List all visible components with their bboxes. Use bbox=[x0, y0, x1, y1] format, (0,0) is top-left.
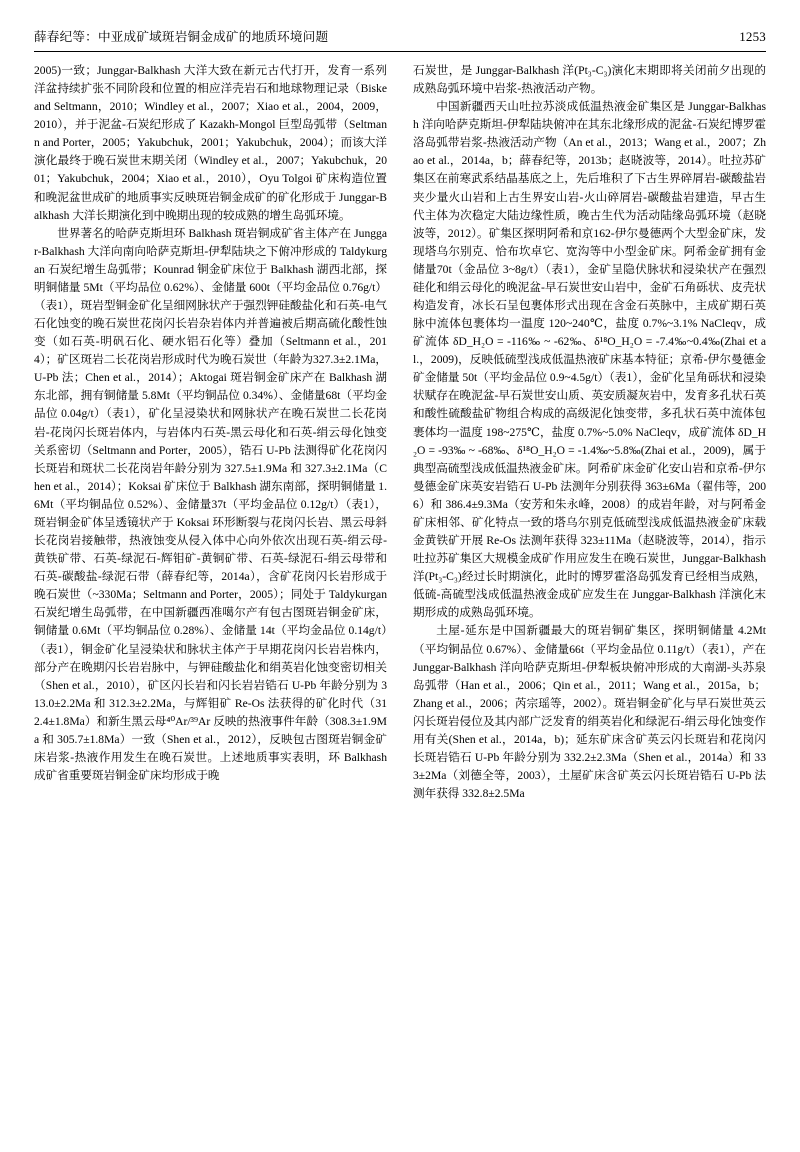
header-rule bbox=[34, 51, 766, 52]
running-title: 薛春纪等：中亚成矿域斑岩铜金成矿的地质环境问题 bbox=[34, 30, 329, 44]
page-header bbox=[34, 26, 766, 49]
paragraph: 石炭世，是 Junggar-Balkhash 洋(Pt₃-C₃)演化末期即将关闭前夕出现的成熟岛弧环境中岩浆-热液活动产物。 bbox=[413, 64, 766, 96]
paragraph: 2005)一致；Junggar-Balkhash 大洋大致在新元古代打开，发育一系列洋盆持续扩张不同阶段和位置的相应洋壳岩石和地球物理记录（Biske and Seltmann，2010；Windley et al.，2007；Xiao et al.，2004，2009，2010），并于泥盆-石炭纪形成了 Kazakh-Mongol 巨型岛弧带（Seltmann and Porter，2005；Yakubchuk，2001；Yakubchuk，2004）；而该大洋演化最终于晚石炭世末期关闭（Windley et al.，2007；Yakubchuk，2001；Yakubchuk，2004；Xiao et al.，2010），Oyu Tolgoi 矿床构造位置和晚泥盆世成矿的地质事实反映斑岩铜金成矿的矿化形成于 Junggar-Balkhash 大洋长期演化到中晚期出现的较成熟的增生岛弧环境。 bbox=[34, 64, 387, 222]
page-number: 1253 bbox=[739, 29, 766, 44]
right-column bbox=[413, 62, 766, 803]
paragraph: 土屋-延东是中国新疆最大的斑岩铜矿集区，探明铜储量 4.2Mt（平均铜品位 0.67%）、金储量66t（平均金品位 0.11g/t）（表1），产在 Junggar-Balkhash 洋向哈萨克斯坦-伊犁板块俯冲形成的大南湖-头苏泉岛弧带（Han et al.，2006；Qin et al.，2011；Wang et al.，2015a，b；Zhang et al.，2006；芮宗瑶等，2002）。斑岩铜金矿化与早石炭世英云闪长斑岩侵位及其内部广泛发育的绢英岩化和绿泥石-绢云母化蚀变作用有关(Shen et al.，2014a，b)；延东矿床含矿英云闪长斑岩和花岗闪长斑岩锆石 U-Pb 年龄分别为 332.2±2.3Ma（Shen et al.，2014a）和 333±2Ma（刘德全等，2003），土屋矿床含矿英云闪长斑岩锆石 U-Pb 法测年获得 332.8±2.5Ma bbox=[413, 624, 766, 801]
paragraph: 世界著名的哈萨克斯坦环 Balkhash 斑岩铜成矿省主体产在 Junggar-Balkhash 大洋向南向哈萨克斯坦-伊犁陆块之下俯冲形成的 Taldykurgan 石炭纪增生岛弧带；Kounrad 铜金矿床位于 Balkhash 湖西北部，探明铜储量 5Mt（平均品位 0.62%）、金储量 600t（平均金品位 0.76g/t）（表1），斑岩型铜金矿化呈细网脉状产于强烈钾硅酸盐化和石英-电气石化蚀变的晚石炭世花岗闪长岩杂岩体内并普遍被后期高硫化酸性蚀变（如石英-明矾石化、硬水铝石化等）叠加（Seltmann et al.，2014）；矿区斑岩二长花岗岩形成时代为晚石炭世（年龄为327.3±2.1Ma，U-Pb 法；Chen et al.，2014）；Aktogai 斑岩铜金矿床产在 Balkhash 湖东北部，拥有铜储量 5.8Mt（平均铜品位 0.34%）、金储量68t（平均金品位 0.04g/t）（表1），矿化呈浸染状和网脉状产在晚石炭世二长花岗岩-花岗闪长斑岩体内，与岩体内石英-黑云母化和石英-绢云母化蚀变关系密切（Seltmann and Porter，2005），锆石 U-Pb 法测得矿化花岗闪长斑岩和斑状二长花岗岩年龄分别为 327.5±1.9Ma 和 327.3±2.1Ma（Chen et al.，2014）；Koksai 矿床位于 Balkhash 湖东南部，探明铜储量 1.6Mt（平均铜品位 0.52%）、金储量37t（平均金品位 0.12g/t）（表1），斑岩铜金矿体呈透镜状产于 Koksai 环形断裂与花岗闪长岩、黑云母斜长花岗岩接触带，热液蚀变从侵入体中心向外依次出现石英-绢云母-黄铁矿带、石英-绿泥石-辉钼矿-黄铜矿带、石英-绿泥石-绢云母带和石英-碳酸盐-绿泥石带（薛春纪等，2014a），含矿花岗闪长岩形成于晚石炭世（~330Ma；Seltmann and Porter，2005）；同处于 Taldykurgan 石炭纪增生岛弧带，在中国新疆西准噶尔产有包古图斑岩铜金矿床，铜储量 0.6Mt（平均铜品位 0.28%）、金储量 14t（平均金品位 0.14g/t）（表1），铜金矿化呈浸染状和脉状主体产于早期花岗闪长岩岩株内，部分产在晚期闪长岩岩脉中，与钾硅酸盐化和绢英岩化蚀变密切相关（Shen et al.，2010），矿区闪长岩和闪长岩岩锆石 U-Pb 年龄分别为 313.0±2.2Ma 和 312.3±2.2Ma，与辉钼矿 Re-Os 法获得的矿化时代（312.4±1.8Ma）和新生黑云母⁴⁰Ar/³⁹Ar 反映的热液事件年龄（308.3±1.9Ma 和 305.7±1.8Ma）一致（Shen et al.，2012），反映包古图斑岩铜金矿床岩浆-热液作用发生在晚石炭世。上述地质事实表明，环 Balkhash 成矿省重要斑岩铜金矿床均形成于晚 bbox=[34, 226, 387, 783]
two-column-body bbox=[34, 62, 766, 803]
left-column bbox=[34, 62, 387, 785]
paragraph: 中国新疆西天山吐拉苏淡成低温热液金矿集区是 Junggar-Balkhash 洋向哈萨克斯坦-伊犁陆块俯冲在其东北缘形成的泥盆-石炭纪博罗霍洛岛弧带岩浆-热液活动产物（An et al.，2013；Wang et al.，2007；Zhao et al.，2014a，b；薛春纪等，2013b；赵晓波等，2014）。吐拉苏矿集区在前寒武系结晶基底之上，先后堆积了下古生界碎屑岩-碳酸盐岩夹少量火山岩和上古生界安山岩-火山碎屑岩-碳酸盐岩建造，早古生代主体为次稳定大陆边缘性质，晚古生代为活动陆缘岛弧环境（赵晓波等，2012）。矿集区探明阿希和京162-伊尔曼德两个大型金矿床，发现塔乌尔别克、恰布坎卓它、宽沟等中小型金矿床。阿希金矿拥有金储量70t（金品位 3~8g/t）（表1），金矿呈隐伏脉状和浸染状产在强烈硅化和绢云母化的晚泥盆-早石炭世安山岩中，金矿石角砾状、皮壳状构造发育，冰长石呈包裹体形式出现在含金石英脉中，主成矿期石英脉中流体包裹体均一温度 120~240℃，盐度 0.7%~3.1% NaCleqv，成矿流体 δD_H₂O = -116‰ ~ -62‰、δ¹⁸O_H₂O = -7.4‰~0.4‰(Zhai et al.，2009)，反映低硫型浅成低温热液矿床基本特征；京希-伊尔曼德金矿金储量 50t（平均金品位 0.9~4.5g/t）（表1），金矿化呈角砾状和浸染状赋存在晚泥盆-早石炭世安山质、英安质凝灰岩中，发育多孔状石英和酸性硫酸盐矿物组合构成的高级泥化蚀变带，多孔状石英中流体包裹体均一温度 198~275℃，盐度 0.7%~5.0% NaCleqv，成矿流体 δD_H₂O = -93‰ ~ -68‰、δ¹⁸O_H₂O = -1.4‰~5.8‰(Zhai et al.，2009)，属于典型高硫型浅成低温热液金矿床。阿希矿床金矿化安山岩和京希-伊尔曼德金矿床英安岩锆石 U-Pb 法测年分别获得 363±6Ma（翟伟等，2006）和 386.4±9.3Ma（安芳和朱永峰，2008）的成岩年龄，对与阿希金矿床相邻、矿化特点一致的塔乌尔别克低硫型浅成低温热液金矿床载金黄铁矿开展 Re-Os 法测年获得 323±11Ma（赵晓波等，2014），指示吐拉苏矿集区大规模金成矿作用应发生在晚石炭世，Junggar-Balkhash 洋(Pt₃-C₃)经过长时期演化，此时的博罗霍洛岛弧发育已经相当成熟，低硫-高硫型浅成低温热液金成矿应发生在 Junggar-Balkhash 洋演化末期形成的成熟岛弧环境。 bbox=[413, 100, 766, 620]
